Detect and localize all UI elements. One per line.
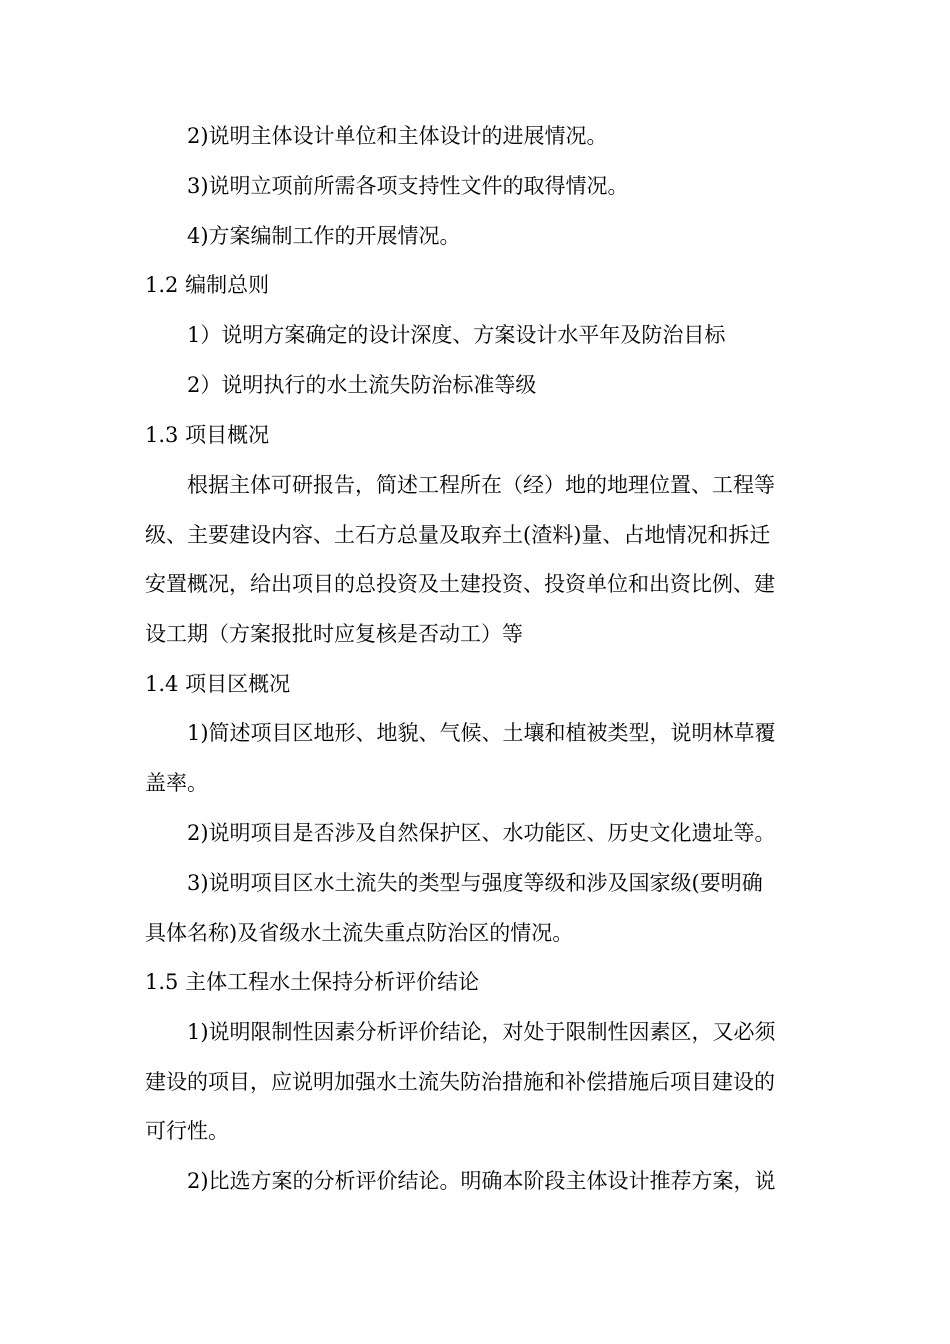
paragraph-line: 安置概况，给出项目的总投资及土建投资、投资单位和出资比例、建 xyxy=(145,572,775,596)
paragraph-line: 具体名称)及省级水土流失重点防治区的情况。 xyxy=(145,921,574,945)
section-heading-1-2: 1.2 编制总则 xyxy=(145,273,270,297)
paragraph-line: 设工期（方案报批时应复核是否动工）等 xyxy=(145,622,523,646)
paragraph-line: 2）说明执行的水土流失防治标准等级 xyxy=(187,373,537,397)
section-heading-1-5: 1.5 主体工程水土保持分析评价结论 xyxy=(145,970,480,994)
paragraph-line: 1)简述项目区地形、地貌、气候、土壤和植被类型，说明林草覆 xyxy=(187,721,776,745)
paragraph-line: 4)方案编制工作的开展情况。 xyxy=(187,224,461,248)
paragraph-line: 1)说明限制性因素分析评价结论，对处于限制性因素区，又必须 xyxy=(187,1020,776,1044)
paragraph-line: 建设的项目，应说明加强水土流失防治措施和补偿措施后项目建设的 xyxy=(145,1070,775,1094)
paragraph-line: 根据主体可研报告，简述工程所在（经）地的地理位置、工程等 xyxy=(187,473,775,497)
paragraph-line: 1）说明方案确定的设计深度、方案设计水平年及防治目标 xyxy=(187,323,726,347)
paragraph-line: 3)说明项目区水土流失的类型与强度等级和涉及国家级(要明确 xyxy=(187,871,763,895)
paragraph-line: 2)比选方案的分析评价结论。明确本阶段主体设计推荐方案，说 xyxy=(187,1169,776,1193)
paragraph-line: 2)说明主体设计单位和主体设计的进展情况。 xyxy=(187,124,608,148)
section-heading-1-4: 1.4 项目区概况 xyxy=(145,672,291,696)
paragraph-line: 可行性。 xyxy=(145,1119,229,1143)
paragraph-line: 2)说明项目是否涉及自然保护区、水功能区、历史文化遗址等。 xyxy=(187,821,776,845)
section-heading-1-3: 1.3 项目概况 xyxy=(145,423,270,447)
paragraph-line: 级、主要建设内容、土石方总量及取弃土(渣料)量、占地情况和拆迁 xyxy=(145,523,771,547)
paragraph-line: 盖率。 xyxy=(145,771,208,795)
paragraph-line: 3)说明立项前所需各项支持性文件的取得情况。 xyxy=(187,174,629,198)
